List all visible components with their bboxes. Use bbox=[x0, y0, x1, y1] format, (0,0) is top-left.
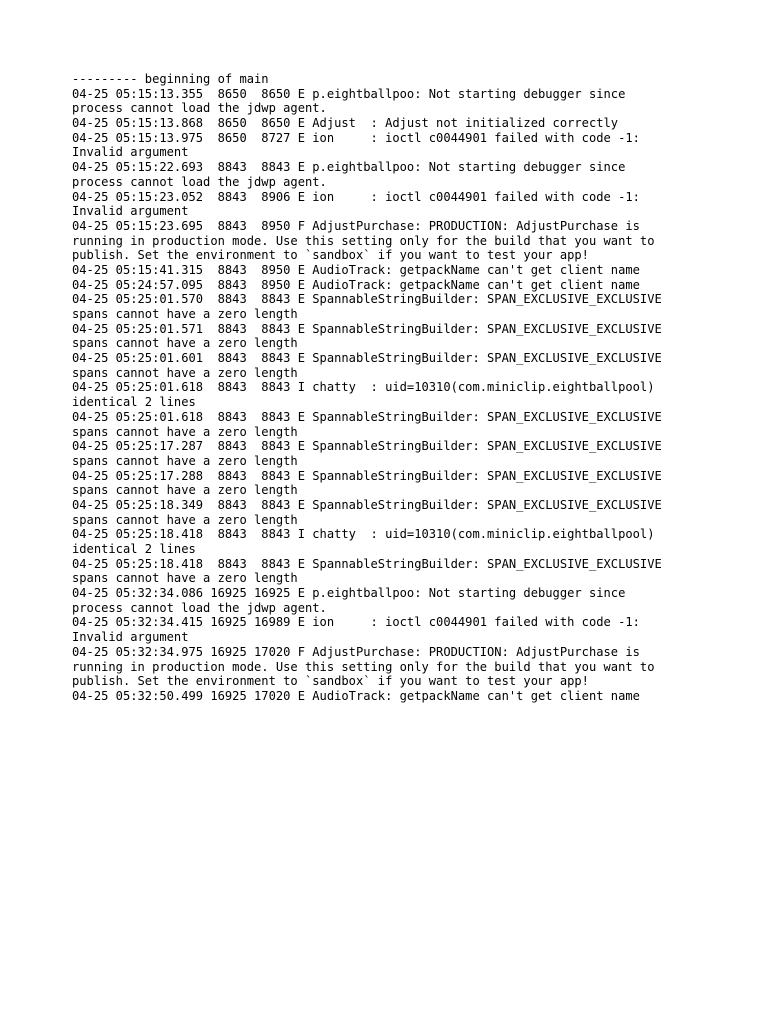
log-line: spans cannot have a zero length bbox=[72, 512, 298, 527]
log-line: 04-25 05:15:13.868 8650 8650 E Adjust : Adjust not initialized correctly bbox=[72, 116, 619, 131]
log-line: spans cannot have a zero length bbox=[72, 336, 298, 351]
log-line: process cannot load the jdwp agent. bbox=[72, 101, 327, 116]
log-line: --------- beginning of main bbox=[72, 72, 269, 86]
log-line: 04-25 05:25:18.349 8843 8843 E SpannableStringBuilder: SPAN_EXCLUSIVE_EXCLUSIVE bbox=[72, 497, 662, 512]
log-line: 04-25 05:15:13.355 8650 8650 E p.eightballpoo: Not starting debugger since bbox=[72, 86, 626, 101]
log-line: publish. Set the environment to `sandbox` if you want to test your app! bbox=[72, 248, 589, 263]
log-line: 04-25 05:25:01.570 8843 8843 E SpannableStringBuilder: SPAN_EXCLUSIVE_EXCLUSIVE bbox=[72, 292, 662, 307]
log-line: 04-25 05:25:17.288 8843 8843 E SpannableStringBuilder: SPAN_EXCLUSIVE_EXCLUSIVE bbox=[72, 468, 662, 483]
log-line: spans cannot have a zero length bbox=[72, 453, 298, 468]
log-line: running in production mode. Use this setting only for the build that you want to bbox=[72, 233, 655, 248]
log-line: 04-25 05:25:01.618 8843 8843 E SpannableStringBuilder: SPAN_EXCLUSIVE_EXCLUSIVE bbox=[72, 409, 662, 424]
log-line: 04-25 05:32:34.086 16925 16925 E p.eightballpoo: Not starting debugger since bbox=[72, 586, 626, 601]
log-line: 04-25 05:25:01.571 8843 8843 E SpannableStringBuilder: SPAN_EXCLUSIVE_EXCLUSIVE bbox=[72, 321, 662, 336]
log-text-block bbox=[72, 72, 696, 704]
log-line: Invalid argument bbox=[72, 630, 189, 645]
log-line: process cannot load the jdwp agent. bbox=[72, 174, 327, 189]
log-line: 04-25 05:32:34.415 16925 16989 E ion : ioctl c0044901 failed with code -1: bbox=[72, 615, 640, 630]
log-line: spans cannot have a zero length bbox=[72, 571, 298, 586]
log-line: spans cannot have a zero length bbox=[72, 365, 298, 380]
log-line: spans cannot have a zero length bbox=[72, 483, 298, 498]
log-line: 04-25 05:25:01.601 8843 8843 E SpannableStringBuilder: SPAN_EXCLUSIVE_EXCLUSIVE bbox=[72, 351, 662, 366]
log-line: 04-25 05:25:01.618 8843 8843 I chatty : uid=10310(com.miniclip.eightballpool) bbox=[72, 380, 655, 395]
log-line: 04-25 05:25:17.287 8843 8843 E SpannableStringBuilder: SPAN_EXCLUSIVE_EXCLUSIVE bbox=[72, 439, 662, 454]
log-line: 04-25 05:32:50.499 16925 17020 E AudioTrack: getpackName can't get client name bbox=[72, 688, 640, 703]
log-line: 04-25 05:25:18.418 8843 8843 E SpannableStringBuilder: SPAN_EXCLUSIVE_EXCLUSIVE bbox=[72, 556, 662, 571]
log-line: identical 2 lines bbox=[72, 395, 196, 410]
log-line: 04-25 05:15:22.693 8843 8843 E p.eightballpoo: Not starting debugger since bbox=[72, 160, 626, 175]
log-line: 04-25 05:24:57.095 8843 8950 E AudioTrack: getpackName can't get client name bbox=[72, 277, 640, 292]
log-line: publish. Set the environment to `sandbox` if you want to test your app! bbox=[72, 674, 589, 689]
log-line: identical 2 lines bbox=[72, 542, 196, 556]
log-line: spans cannot have a zero length bbox=[72, 307, 298, 321]
log-line: 04-25 05:15:23.695 8843 8950 F AdjustPurchase: PRODUCTION: AdjustPurchase is bbox=[72, 218, 640, 233]
log-line: Invalid argument bbox=[72, 145, 189, 160]
log-line: 04-25 05:15:13.975 8650 8727 E ion : ioctl c0044901 failed with code -1: bbox=[72, 130, 640, 145]
log-line: process cannot load the jdwp agent. bbox=[72, 600, 327, 615]
log-line: 04-25 05:15:23.052 8843 8906 E ion : ioctl c0044901 failed with code -1: bbox=[72, 189, 640, 204]
log-line: 04-25 05:15:41.315 8843 8950 E AudioTrack: getpackName can't get client name bbox=[72, 262, 640, 277]
log-line: 04-25 05:25:18.418 8843 8843 I chatty : uid=10310(com.miniclip.eightballpool) bbox=[72, 527, 655, 542]
log-line: running in production mode. Use this setting only for the build that you want to bbox=[72, 659, 655, 674]
log-line: spans cannot have a zero length bbox=[72, 424, 298, 439]
log-line: Invalid argument bbox=[72, 204, 189, 219]
log-line: 04-25 05:32:34.975 16925 17020 F AdjustPurchase: PRODUCTION: AdjustPurchase is bbox=[72, 644, 640, 659]
